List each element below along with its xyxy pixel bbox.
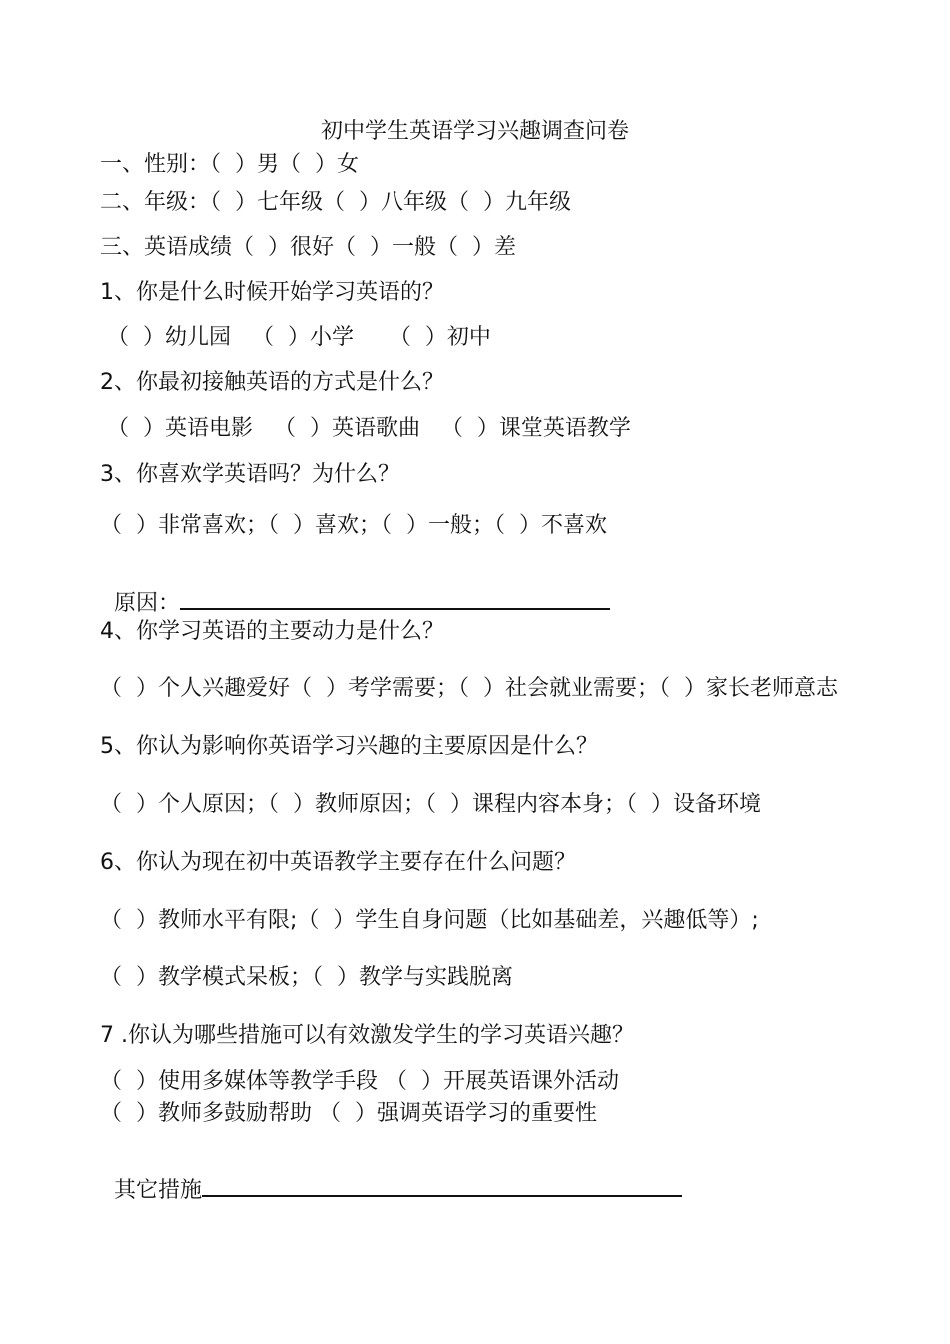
- q1-options: （ ）幼儿园 （ ）小学 （ ）初中: [100, 325, 491, 350]
- q6-question: 6、你认为现在初中英语教学主要存在什么问题？: [100, 850, 576, 875]
- q4-options: （ ）个人兴趣爱好（ ）考学需要；（ ）社会就业需要；（ ）家长老师意志: [100, 676, 838, 701]
- survey-title: 初中学生英语学习兴趣调查问卷: [320, 119, 629, 144]
- q3-options: （ ）非常喜欢；（ ）喜欢；（ ）一般；（ ）不喜欢: [100, 513, 607, 538]
- q7-other-row: [100, 1149, 682, 1205]
- q4-question: 4、你学习英语的主要动力是什么？: [100, 619, 444, 644]
- q3-reason-row: [100, 562, 610, 618]
- q2-options: （ ）英语电影 （ ）英语歌曲 （ ）课堂英语教学: [100, 416, 631, 441]
- other-measures-blank[interactable]: [202, 1177, 682, 1197]
- q5-question: 5、你认为影响你英语学习兴趣的主要原因是什么？: [100, 734, 598, 759]
- grade-line: 二、年级：（ ）七年级（ ）八年级（ ）九年级: [100, 190, 571, 215]
- q7-question: 7 .你认为哪些措施可以有效激发学生的学习英语兴趣？: [100, 1023, 634, 1048]
- q1-question: 1、你是什么时候开始学习英语的？: [100, 280, 444, 305]
- q5-options: （ ）个人原因；（ ）教师原因；（ ）课程内容本身；（ ）设备环境: [100, 792, 761, 817]
- q7-options-1: （ ）使用多媒体等教学手段 （ ）开展英语课外活动: [100, 1069, 619, 1094]
- q7-options-2: （ ）教师多鼓励帮助 （ ）强调英语学习的重要性: [100, 1101, 597, 1126]
- q3-question: 3、你喜欢学英语吗？为什么？: [100, 462, 400, 487]
- reason-answer-blank[interactable]: [180, 590, 610, 610]
- other-measures-label: 其它措施: [114, 1178, 203, 1203]
- score-line: 三、英语成绩（ ）很好（ ）一般（ ）差: [100, 235, 516, 260]
- reason-label: 原因：: [114, 591, 181, 616]
- q6-options-1: （ ）教师水平有限;（ ）学生自身问题（比如基础差，兴趣低等）;: [100, 908, 759, 933]
- gender-line: 一、性别：（ ）男（ ）女: [100, 152, 359, 177]
- q2-question: 2、你最初接触英语的方式是什么？: [100, 370, 444, 395]
- q6-options-2: （ ）教学模式呆板；（ ）教学与实践脱离: [100, 965, 513, 990]
